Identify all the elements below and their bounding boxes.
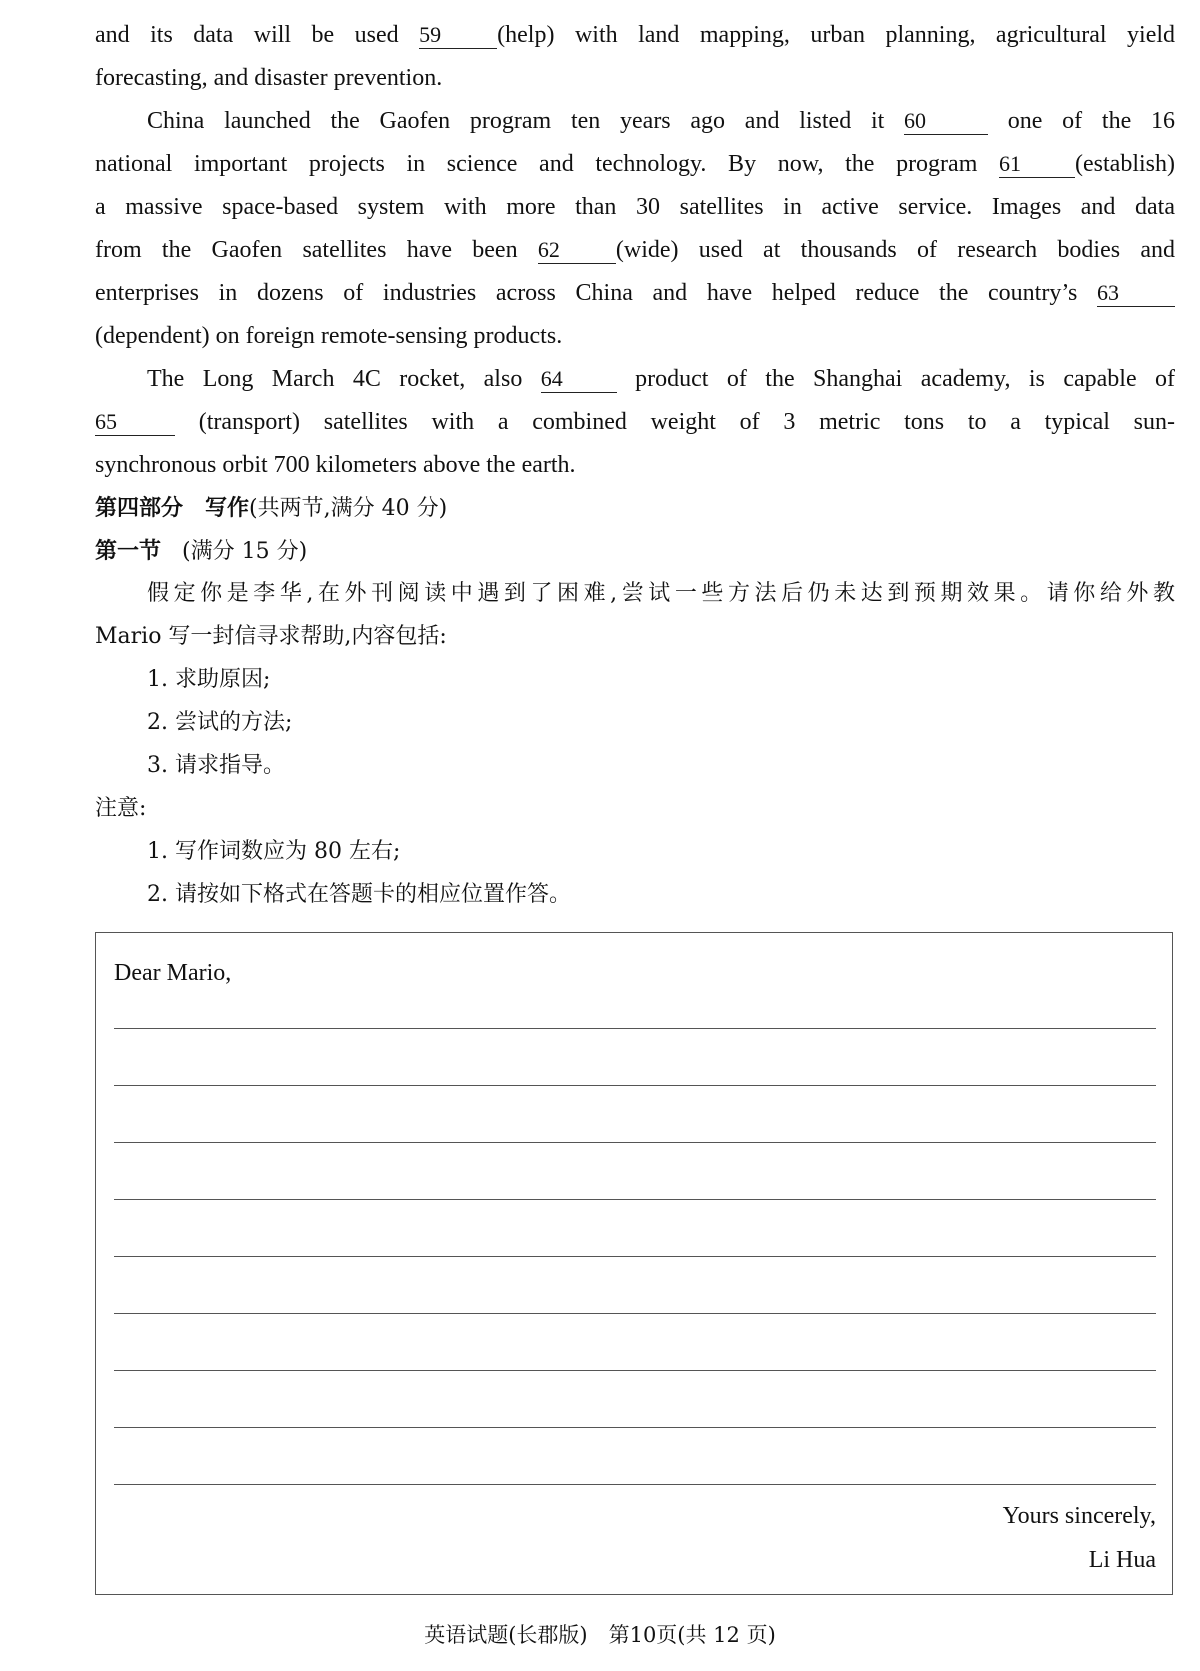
letter-greeting: Dear Mario, [114,960,232,986]
writing-line [114,1028,1156,1029]
text: (wide) used at thousands of research bodies and [615,237,1176,263]
letter-closing: Yours sincerely, [1002,1503,1156,1529]
letter-answer-box[interactable] [95,932,1173,1595]
notes-label: 注意: [95,796,147,821]
prompt-line: 假定你是李华,在外刊阅读中遇到了困难,尝试一些方法后仍未达到预期效果。请你给外教 [147,581,1175,606]
passage-line [95,20,1175,50]
blank-65[interactable]: 65 [95,409,175,436]
list-item: 2. 尝试的方法; [147,710,293,735]
text: (establish) [1075,151,1175,177]
passage-line [95,149,1175,179]
page-footer: 英语试题(长郡版) 第10页(共 12 页) [424,1623,776,1647]
passage-line [95,235,1175,265]
passage-line: a massive space-based system with more than 30 satellites in active service. Images and data [95,194,1175,220]
list-item: 1. 求助原因; [147,667,271,692]
blank-59[interactable]: 59 [419,22,497,49]
writing-line [114,1370,1156,1371]
blank-64[interactable]: 64 [541,366,617,393]
text: (transport) satellites with a combined weight of 3 metric tons to a typical sun- [198,409,1175,435]
part-title: 第四部分 写作 [95,495,250,521]
writing-line [114,1256,1156,1257]
passage-line [95,278,1175,308]
part-heading [95,493,1175,524]
passage-line: synchronous orbit 700 kilometers above the earth. [95,452,576,478]
text: from the Gaofen satellites have been [95,237,518,263]
passage-line [95,407,1175,437]
blank-63[interactable]: 63 [1097,280,1175,307]
letter-signature: Li Hua [1088,1547,1156,1573]
writing-line [114,1427,1156,1428]
list-item: 3. 请求指导。 [147,753,285,778]
passage-line: forecasting, and disaster prevention. [95,65,443,91]
section-note: (满分 15 分) [182,539,308,564]
passage-line [147,106,1175,136]
text: and its data will be used [95,22,399,48]
blank-62[interactable]: 62 [538,237,616,264]
text: The Long March 4C rocket, also [147,366,523,392]
writing-line [114,1484,1156,1485]
blank-60[interactable]: 60 [904,108,988,135]
passage-line [147,364,1175,394]
writing-line [114,1085,1156,1086]
section-heading [95,536,1175,567]
part-note: (共两节,满分 40 分) [249,496,448,521]
text: product of the Shanghai academy, is capable of [635,366,1175,392]
note-item: 1. 写作词数应为 80 左右; [147,839,401,864]
text: enterprises in dozens of industries across China and have helped reduce the country’s [95,280,1078,306]
writing-line [114,1199,1156,1200]
writing-line [114,1313,1156,1314]
text: China launched the Gaofen program ten years ago and listed it [147,108,885,134]
text: (help) with land mapping, urban planning, agricultural yield [497,22,1176,48]
passage-line: (dependent) on foreign remote-sensing products. [95,323,563,349]
blank-61[interactable]: 61 [999,151,1075,178]
text: one of the 16 [1007,108,1175,134]
note-item: 2. 请按如下格式在答题卡的相应位置作答。 [147,882,571,907]
prompt-line: Mario 写一封信寻求帮助,内容包括: [95,624,447,649]
section-title: 第一节 [95,538,162,564]
writing-line [114,1142,1156,1143]
text: national important projects in science and technology. By now, the program [95,151,978,177]
